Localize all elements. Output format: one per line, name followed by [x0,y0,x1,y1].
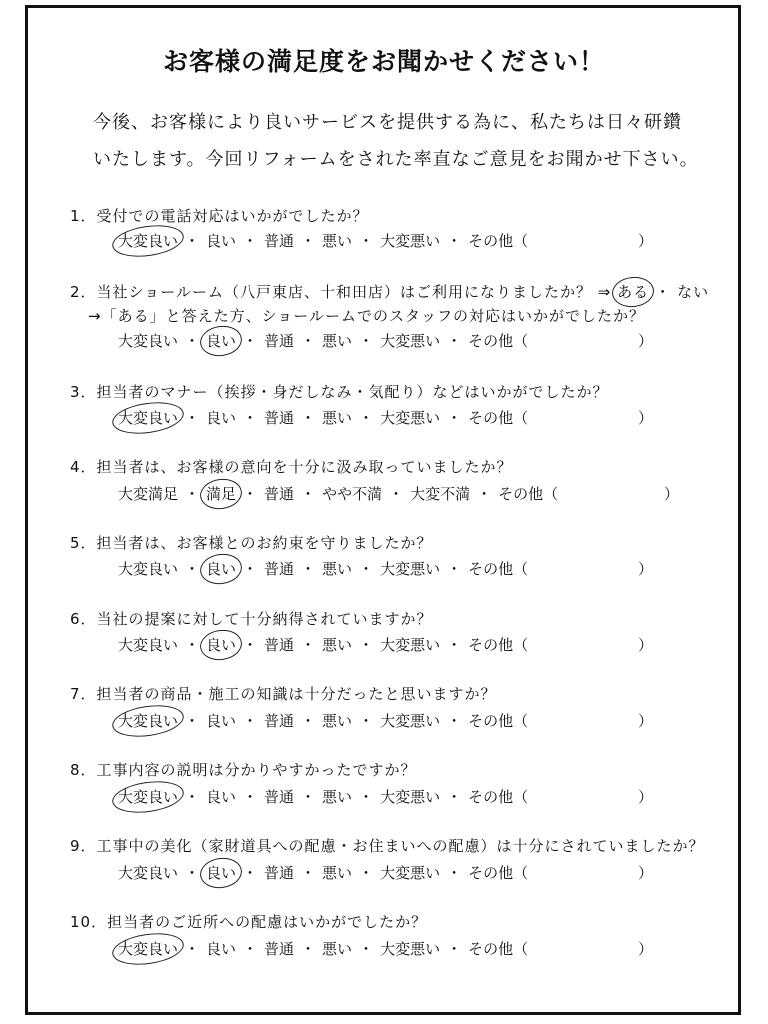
other-close-paren: ） [638,409,654,427]
separator-dot [352,230,380,251]
separator-dot [294,938,322,959]
option-1[interactable]: 大変良い [118,560,179,578]
separator-dot [440,938,468,959]
separator-dot [352,710,380,731]
question-text [70,608,433,629]
option-6[interactable]: その他（ [468,409,529,427]
question-text [70,683,497,704]
separator-dot [440,407,468,428]
separator-dot [352,862,380,883]
option-1[interactable]: 大変良い [118,409,179,427]
option-6[interactable]: その他（ [468,712,529,730]
question-label: 当社ショールーム（八戸東店、十和田店）はご利用になりましたか？ [96,283,592,301]
separator-dot [294,710,322,731]
option-3[interactable]: 普通 [264,940,295,958]
separator-dot [352,330,380,351]
option-2[interactable]: 良い [206,409,237,427]
intro-line-1: 今後、お客様により良いサービスを提供する為に、私たちは日々研鑽 [93,112,682,133]
option-5[interactable]: 大変悪い [380,712,441,730]
followup-question: →「ある」と答えた方、ショールームでのスタッフの対応はいかがでしたか？ [88,307,645,325]
separator-dot [236,938,264,959]
separator-dot [352,558,380,579]
option-6[interactable]: その他（ [468,940,529,958]
question-label: 工事中の美化（家財道具への配慮・お住まいへの配慮）は十分にされていましたか？ [96,837,705,855]
separator-dot [236,230,264,251]
separator-dot [294,862,322,883]
option-5[interactable]: 大変悪い [380,940,441,958]
option-2[interactable]: 良い [206,232,237,250]
option-3[interactable]: 普通 [264,409,295,427]
separator-dot [352,786,380,807]
option-1[interactable]: 大変良い [118,332,179,350]
other-close-paren: ） [638,788,654,806]
survey-title: お客様の満足度をお聞かせください！ [162,47,605,76]
question-number: 5． [70,534,97,552]
question-label: 担当者は、お客様とのお約束を守りましたか？ [96,534,433,552]
separator-dot [440,786,468,807]
arrow-symbol: ⇒ [591,283,618,301]
answer-options [118,710,528,731]
question-label: 担当者の商品・施工の知識は十分だったと思いますか？ [96,685,497,703]
answer-yes[interactable]: ある [617,283,650,301]
option-6[interactable]: その他（ [468,864,529,882]
question-number: 6． [70,610,97,628]
separator-dot [440,230,468,251]
option-6[interactable]: その他（ [468,560,529,578]
option-3[interactable]: 普通 [264,232,295,250]
separator-dot [294,786,322,807]
question-label: 受付での電話対応はいかがでしたか？ [96,207,369,225]
other-close-paren: ） [638,332,654,350]
question-text [70,911,427,932]
option-6[interactable]: その他（ [468,636,529,654]
option-2[interactable]: 良い [206,332,237,350]
option-1[interactable]: 大変良い [118,864,179,882]
question-label: 担当者は、お客様の意向を十分に汲み取っていましたか？ [96,458,513,476]
separator-dot [294,558,322,579]
option-2[interactable]: 良い [206,788,237,806]
question-text [70,281,709,302]
option-6[interactable]: その他（ [468,788,529,806]
option-5[interactable]: 大変悪い [380,409,441,427]
question-number: 1． [70,207,97,225]
option-2[interactable]: 良い [206,940,237,958]
separator-dot [294,634,322,655]
option-4[interactable]: 悪い [322,788,353,806]
other-close-paren: ） [638,232,654,250]
option-5[interactable]: 大変悪い [380,332,441,350]
option-5[interactable]: 大変不満 [410,485,471,503]
option-5[interactable]: 大変悪い [380,560,441,578]
option-3[interactable]: 普通 [264,485,295,503]
question-text [70,532,433,553]
option-2[interactable]: 良い [206,864,237,882]
option-5[interactable]: 大変悪い [380,232,441,250]
answer-options [118,407,528,428]
separator-dot [236,407,264,428]
question-label: 当社の提案に対して十分納得されていますか？ [96,610,433,628]
answer-options [118,230,528,251]
question-text [70,835,705,856]
question-text [70,759,417,780]
answer-no[interactable]: ない [677,283,710,301]
question-number: 8． [70,761,97,779]
option-1[interactable]: 大変満足 [118,485,179,503]
separator-dot [352,407,380,428]
question-number: 9． [70,837,97,855]
question-number: 2． [70,283,97,301]
option-3[interactable]: 普通 [264,864,295,882]
question-text [70,456,513,477]
separator-dot [440,558,468,579]
other-close-paren: ） [638,940,654,958]
option-4[interactable]: 悪い [322,560,353,578]
separator-dot [294,483,322,504]
option-4[interactable]: 悪い [322,712,353,730]
option-6[interactable]: その他（ [468,332,529,350]
option-4[interactable]: 悪い [322,864,353,882]
option-4[interactable]: 悪い [322,232,353,250]
option-3[interactable]: 普通 [264,560,295,578]
answer-options [118,483,558,504]
option-1[interactable]: 大変良い [118,712,179,730]
option-1[interactable]: 大変良い [118,788,179,806]
separator-dot [440,862,468,883]
option-2[interactable]: 良い [206,636,237,654]
option-1[interactable]: 大変良い [118,636,179,654]
question-number: 7． [70,685,97,703]
option-3[interactable]: 普通 [264,788,295,806]
option-3[interactable]: 普通 [264,332,295,350]
other-close-paren: ） [638,560,654,578]
option-5[interactable]: 大変悪い [380,788,441,806]
option-5[interactable]: 大変悪い [380,864,441,882]
option-4[interactable]: やや不満 [322,485,383,503]
option-2[interactable]: 良い [206,560,237,578]
separator-dot [294,230,322,251]
answer-options [118,786,528,807]
question-number: 10． [70,913,108,931]
separator-dot [440,330,468,351]
separator-dot [352,634,380,655]
option-3[interactable]: 普通 [264,712,295,730]
answer-options [118,938,528,959]
question-label: 担当者のマナー（挨拶・身だしなみ・気配り）などはいかがでしたか？ [96,383,609,401]
question-number: 4． [70,458,97,476]
question-label: 工事内容の説明は分かりやすかったですか？ [96,761,417,779]
question-text [70,381,609,402]
separator-dot [236,710,264,731]
question-label: 担当者のご近所への配慮はいかがでしたか？ [107,913,428,931]
answer-options [118,634,528,655]
question-text [70,205,369,226]
other-close-paren: ） [638,864,654,882]
question-number: 3． [70,383,97,401]
option-1[interactable]: 大変良い [118,232,179,250]
separator-dot [440,634,468,655]
intro-line-2: いたします。今回リフォームをされた率直なご意見をお聞かせ下さい。 [93,149,699,170]
separator-dot [236,786,264,807]
answer-options [118,330,528,351]
option-6[interactable]: その他（ [468,232,529,250]
option-4[interactable]: 悪い [322,636,353,654]
other-close-paren: ） [638,636,654,654]
option-6[interactable]: その他（ [498,485,559,503]
option-1[interactable]: 大変良い [118,940,179,958]
other-close-paren: ） [638,712,654,730]
separator-dot [470,483,498,504]
option-2[interactable]: 良い [206,712,237,730]
other-close-paren: ） [664,485,680,503]
option-4[interactable]: 悪い [322,332,353,350]
answer-options [118,558,528,579]
separator-dot [294,407,322,428]
option-5[interactable]: 大変悪い [380,636,441,654]
option-4[interactable]: 悪い [322,409,353,427]
separator-dot [440,710,468,731]
separator-dot [294,330,322,351]
option-3[interactable]: 普通 [264,636,295,654]
separator-dot [352,938,380,959]
option-2[interactable]: 満足 [206,485,237,503]
separator-dot [382,483,410,504]
option-4[interactable]: 悪い [322,940,353,958]
answer-options [118,862,528,883]
